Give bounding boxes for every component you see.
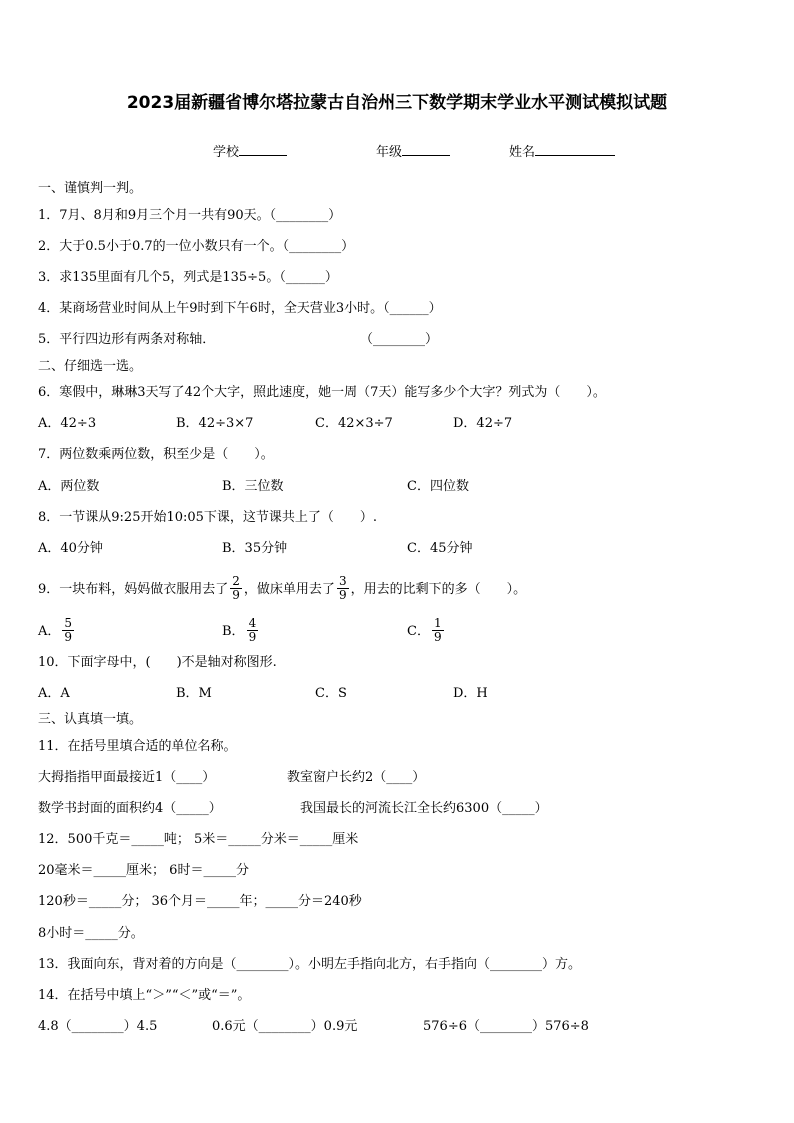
q9-option-b-fraction — [247, 617, 259, 644]
grade-field — [376, 141, 450, 160]
q9-option-b[interactable] — [222, 618, 260, 645]
question-10: 10．下面字母中，( )不是轴对称图形. — [38, 655, 277, 670]
q11-item-d: 我国最长的河流长江全长约6300（_____） — [300, 801, 548, 816]
school-blank[interactable] — [239, 142, 287, 156]
grade-label: 年级 — [376, 145, 403, 160]
q9-option-c[interactable] — [407, 618, 446, 645]
name-field — [509, 141, 615, 160]
q9-option-b-denominator: 9 — [248, 630, 257, 644]
q6-option-a[interactable]: A．42÷3 — [38, 416, 97, 431]
q7-option-c[interactable]: C．四位数 — [407, 479, 469, 494]
question-4: 4．某商场营业时间从上午9时到下午6时，全天营业3小时。（______） — [38, 301, 442, 316]
q9-fraction-2-denominator: 9 — [338, 588, 347, 602]
q9-text-3: ，用去的比剩下的多（ ）。 — [350, 582, 527, 597]
q9-text-2: ，做床单用去了 — [243, 582, 335, 597]
question-12-line-1: 12．500千克＝_____吨； 5米＝_____分米＝_____厘米 — [38, 832, 359, 847]
question-11: 11．在括号里填合适的单位名称。 — [38, 739, 237, 754]
q14-item-c: 576÷6（________）576÷8 — [423, 1019, 589, 1034]
q9-option-b-label: B． — [222, 624, 245, 639]
q9-option-c-numerator: 1 — [433, 616, 442, 630]
q11-item-a: 大拇指指甲面最接近1（____） — [38, 770, 216, 785]
q14-item-a: 4.8（________）4.5 — [38, 1019, 158, 1034]
q9-option-c-denominator: 9 — [433, 630, 442, 644]
q11-item-b: 教室窗户长约2（____） — [287, 770, 426, 785]
q9-fraction-2 — [337, 575, 349, 602]
name-label: 姓名 — [509, 145, 536, 160]
question-8: 8．一节课从9:25开始10:05下课，这节课共上了（ ）. — [38, 510, 378, 525]
question-12-line-4: 8小时＝_____分。 — [38, 926, 144, 941]
page-title: 2023届新疆省博尔塔拉蒙古自治州三下数学期末学业水平测试模拟试题 — [126, 93, 668, 113]
question-6: 6．寒假中，琳琳3天写了42个大字，照此速度，她一周（7天）能写多少个大字？列式为（ ）。 — [38, 385, 606, 400]
question-12-line-3: 120秒＝_____分； 36个月＝_____年；_____分＝240秒 — [38, 894, 362, 909]
question-7: 7．两位数乘两位数，积至少是（ ）。 — [38, 447, 274, 462]
question-1: 1．7月、8月和9月三个月一共有90天。（________） — [38, 208, 342, 223]
q9-fraction-2-numerator: 3 — [338, 574, 347, 588]
q10-option-d[interactable]: D．H — [453, 686, 488, 701]
school-field — [213, 141, 287, 160]
q9-option-c-fraction — [432, 617, 444, 644]
q8-option-c[interactable]: C．45分钟 — [407, 541, 473, 556]
question-5-blank: （________） — [360, 332, 439, 347]
q9-option-a-denominator: 9 — [64, 630, 73, 644]
q9-option-a[interactable] — [38, 618, 76, 645]
q6-option-d[interactable]: D．42÷7 — [453, 416, 513, 431]
q9-fraction-1-denominator: 9 — [232, 588, 240, 602]
question-2: 2．大于0.5小于0.7的一位小数只有一个。（________） — [38, 239, 355, 254]
q9-option-c-label: C． — [407, 624, 430, 639]
school-label: 学校 — [213, 145, 240, 160]
question-5: 5．平行四边形有两条对称轴． — [38, 332, 216, 347]
section-3-heading: 三、认真填一填。 — [38, 712, 143, 727]
grade-blank[interactable] — [402, 142, 450, 156]
q10-option-c[interactable]: C．S — [315, 686, 347, 701]
q8-option-a[interactable]: A．40分钟 — [38, 541, 103, 556]
name-blank[interactable] — [535, 142, 615, 156]
q10-option-b[interactable]: B．M — [176, 686, 212, 701]
question-3: 3．求135里面有几个5，列式是135÷5。（______） — [38, 270, 338, 285]
q8-option-b[interactable]: B．35分钟 — [222, 541, 288, 556]
q6-option-b[interactable]: B．42÷3×7 — [176, 416, 254, 431]
q7-option-b[interactable]: B．三位数 — [222, 479, 284, 494]
section-2-heading: 二、仔细选一选。 — [38, 359, 143, 374]
q7-option-a[interactable]: A．两位数 — [38, 479, 100, 494]
q9-fraction-1-numerator: 2 — [232, 574, 240, 588]
q6-option-c[interactable]: C．42×3÷7 — [315, 416, 393, 431]
q14-item-b: 0.6元（________）0.9元 — [212, 1019, 358, 1034]
q9-option-a-fraction — [62, 617, 74, 644]
q9-option-a-numerator: 5 — [64, 616, 73, 630]
section-1-heading: 一、谨慎判一判。 — [38, 181, 143, 196]
question-12-line-2: 20毫米＝_____厘米； 6时＝_____分 — [38, 863, 249, 878]
question-13: 13．我面向东，背对着的方向是（________）。小明左手指向北方，右手指向（________）方。 — [38, 957, 582, 972]
q9-option-b-numerator: 4 — [248, 616, 257, 630]
q10-option-a[interactable]: A．A — [38, 686, 70, 701]
q11-item-c: 数学书封面的面积约4（_____） — [38, 801, 222, 816]
q9-option-a-label: A． — [38, 624, 61, 639]
question-14: 14．在括号中填上“＞”“＜”或“＝”。 — [38, 988, 251, 1003]
q9-text-1: 9．一块布料，妈妈做衣服用去了 — [38, 582, 229, 597]
q9-fraction-1 — [230, 575, 242, 602]
question-9 — [38, 576, 526, 603]
